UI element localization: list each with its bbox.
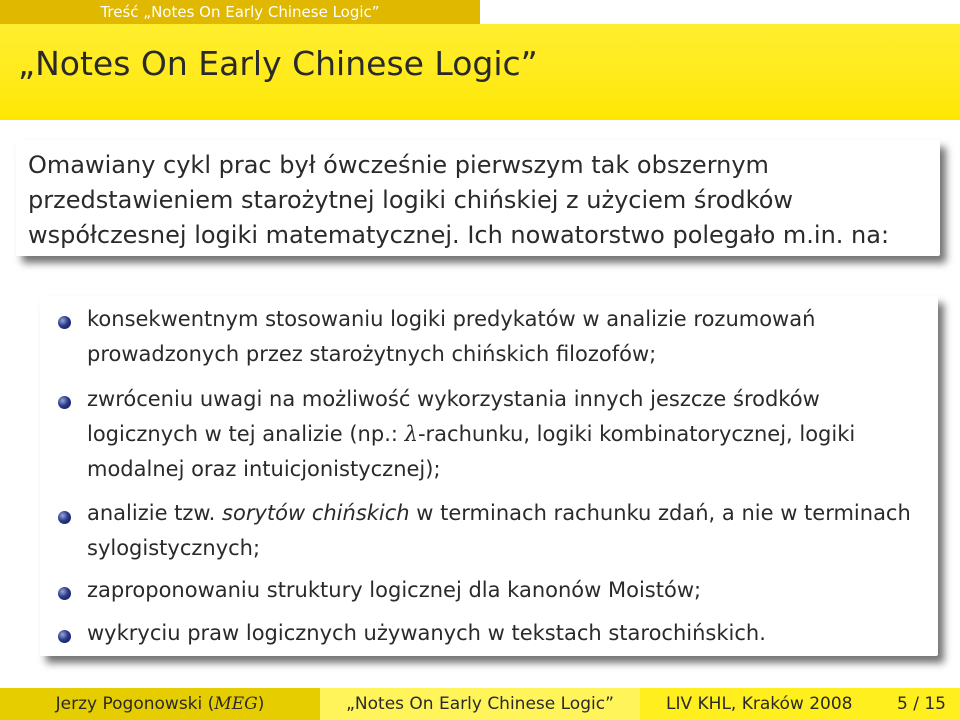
list-item-text: konsekwentnym stosowaniu logiki predykatów w analizie rozumowań prowadzonych przez starożytnych chińskich filozofów; (87, 307, 816, 366)
footer-info (640, 688, 960, 720)
innovations-list (40, 296, 938, 656)
list-item (87, 616, 927, 651)
footer-conference: LIV KHL, Kraków 2008 (666, 694, 853, 714)
list-item (87, 302, 927, 372)
list-item (87, 496, 927, 566)
bullet-icon (58, 316, 71, 329)
emphasized-term: sorytów chińskich (222, 501, 410, 525)
frame-title: „Notes On Early Chinese Logic” (18, 44, 538, 83)
footer-author-name: Jerzy Pogonowski ( (55, 694, 215, 714)
page-counter: 5 / 15 (897, 694, 946, 714)
footer-author-close: ) (257, 694, 265, 714)
lambda-symbol: λ (404, 422, 418, 446)
list-item (87, 573, 927, 608)
bullet-icon (58, 630, 71, 643)
list-item-text: zaproponowaniu struktury logicznej dla kanonów Moistów; (87, 578, 702, 602)
footer-author[interactable] (0, 688, 320, 720)
list-item-text: -rachunku, logiki kombinatorycznej, logiki modalnej oraz intuicjonistycznej); (87, 422, 856, 481)
bullet-icon (58, 511, 71, 524)
list-item (87, 382, 927, 487)
bullet-icon (58, 587, 71, 600)
list-item-text: analizie tzw. (87, 501, 223, 525)
list-item-text: wykryciu praw logicznych używanych w tekstach starochińskich. (87, 621, 766, 645)
list-item-text: zwróceniu uwagi na możliwość wykorzystania innych jeszcze środków logicznych w tej analizie (np.: (87, 387, 820, 446)
top-navigation-bar (0, 0, 960, 24)
intro-text: Omawiany cykl prac był ówcześnie pierwszym tak obszernym przedstawieniem starożytnej logiki chińskiej z użyciem środków współczesnej logiki matematycznej. Ich nowatorstwo polegało m.in. na: (28, 151, 890, 249)
footer-author-symbol: MEG (214, 694, 258, 714)
footer-bar (0, 688, 960, 720)
intro-block (16, 140, 940, 256)
footer-short-title[interactable]: „Notes On Early Chinese Logic” (320, 688, 640, 720)
list-item-text: w terminach rachunku zdań, a nie w terminach sylogistycznych; (87, 501, 911, 560)
bullet-icon (58, 396, 71, 409)
section-nav-link[interactable]: Treść „Notes On Early Chinese Logic” (0, 0, 480, 24)
